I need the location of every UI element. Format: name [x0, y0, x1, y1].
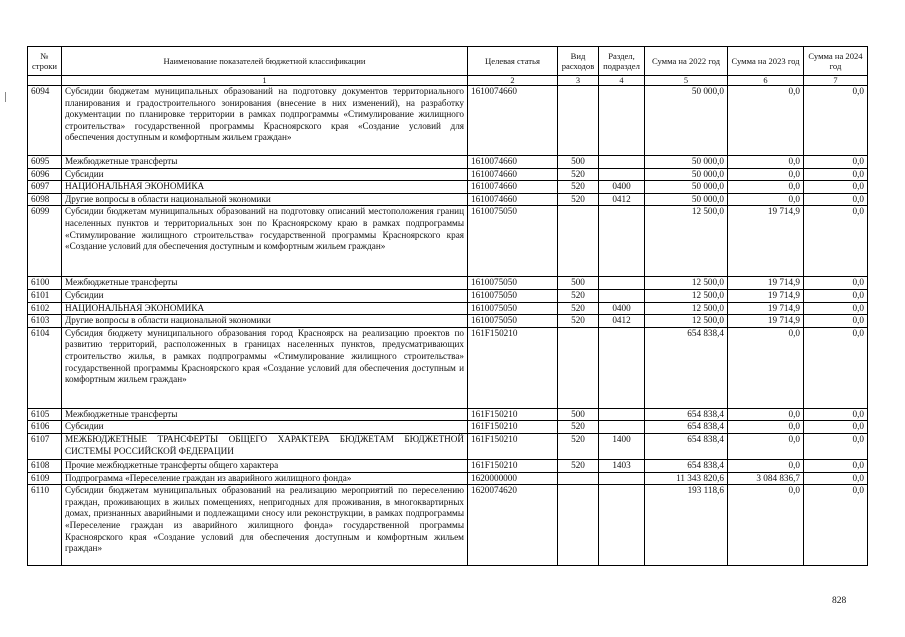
row-sum-2023: 0,0 — [728, 433, 804, 459]
row-target-code: 1610074660 — [468, 181, 558, 194]
header-row — [28, 47, 868, 76]
row-section — [599, 277, 645, 290]
row-number: 6097 — [28, 181, 62, 194]
row-number: 6100 — [28, 277, 62, 290]
row-section — [599, 485, 645, 566]
row-sum-2023: 0,0 — [728, 459, 804, 472]
row-sum-2023: 0,0 — [728, 485, 804, 566]
row-target-code: 1610074660 — [468, 156, 558, 169]
row-sum-2023: 19 714,9 — [728, 206, 804, 277]
row-target-code: 1610074660 — [468, 86, 558, 156]
row-number: 6105 — [28, 408, 62, 421]
header-type: Вид расходов — [558, 47, 599, 76]
row-sum-2023: 0,0 — [728, 168, 804, 181]
header-num: № строки — [28, 47, 62, 76]
row-expense-type: 520 — [558, 302, 599, 315]
row-sum-2024: 0,0 — [804, 193, 868, 206]
row-target-code: 1610075050 — [468, 315, 558, 328]
row-name: Межбюджетные трансферты — [62, 277, 468, 290]
row-section: 1400 — [599, 433, 645, 459]
row-number: 6107 — [28, 433, 62, 459]
row-expense-type: 520 — [558, 315, 599, 328]
row-target-code: 1610075050 — [468, 302, 558, 315]
row-sum-2022: 50 000,0 — [645, 193, 728, 206]
row-number: 6110 — [28, 485, 62, 566]
header-2024: Сумма на 2024 год — [804, 47, 868, 76]
table-row — [28, 421, 868, 434]
row-expense-type — [558, 485, 599, 566]
table-row — [28, 302, 868, 315]
row-section: 1403 — [599, 459, 645, 472]
row-sum-2023: 19 714,9 — [728, 302, 804, 315]
row-sum-2022: 654 838,4 — [645, 421, 728, 434]
row-name: Субсидии — [62, 421, 468, 434]
table-row — [28, 193, 868, 206]
header-2022: Сумма на 2022 год — [645, 47, 728, 76]
row-name: Субсидия бюджету муниципального образования город Красноярск на реализацию проектов по развитию территорий, расположенных в границах населенных пунктов, предусматривающих строительство жилья, в рамках подпрограммы «Стимулирование жилищного строительства» государственной программы Красноярского края «Создание условий для обеспечения доступным и комфортным жильем граждан» — [62, 327, 468, 408]
column-number-row — [28, 76, 868, 86]
budget-sheet — [27, 46, 867, 566]
row-sum-2023: 19 714,9 — [728, 277, 804, 290]
row-sum-2022: 11 343 820,6 — [645, 472, 728, 485]
row-section — [599, 156, 645, 169]
row-name: Другие вопросы в области национальной экономики — [62, 193, 468, 206]
row-section — [599, 206, 645, 277]
row-sum-2023: 3 084 836,7 — [728, 472, 804, 485]
row-section — [599, 289, 645, 302]
row-target-code: 1610075050 — [468, 206, 558, 277]
row-sum-2022: 654 838,4 — [645, 408, 728, 421]
row-number: 6094 — [28, 86, 62, 156]
row-sum-2022: 50 000,0 — [645, 156, 728, 169]
row-number: 6109 — [28, 472, 62, 485]
row-expense-type: 520 — [558, 193, 599, 206]
row-number: 6103 — [28, 315, 62, 328]
table-row — [28, 277, 868, 290]
row-sum-2022: 193 118,6 — [645, 485, 728, 566]
row-sum-2023: 0,0 — [728, 156, 804, 169]
row-number: 6101 — [28, 289, 62, 302]
row-section — [599, 472, 645, 485]
row-name: НАЦИОНАЛЬНАЯ ЭКОНОМИКА — [62, 302, 468, 315]
row-name: Субсидии бюджетам муниципальных образований на подготовку документов территориального планирования и градостроительного зонирования (внесение в них изменений), на разработку документации по планировке территории в рамках подпрограммы «Стимулирование жилищного строительства» государственной программы Красноярского края «Создание условий для обеспечения доступным и комфортным жильем граждан» — [62, 86, 468, 156]
row-section: 0400 — [599, 302, 645, 315]
row-section — [599, 86, 645, 156]
row-section: 0412 — [599, 315, 645, 328]
column-number: 3 — [558, 76, 599, 86]
row-target-code: 161F150210 — [468, 421, 558, 434]
row-expense-type: 500 — [558, 156, 599, 169]
header-target: Целевая статья — [468, 47, 558, 76]
row-section — [599, 327, 645, 408]
row-sum-2023: 0,0 — [728, 408, 804, 421]
row-sum-2024: 0,0 — [804, 408, 868, 421]
margin-mark — [5, 92, 6, 102]
row-sum-2022: 12 500,0 — [645, 302, 728, 315]
table-row — [28, 433, 868, 459]
row-expense-type: 520 — [558, 459, 599, 472]
row-name: Субсидии — [62, 168, 468, 181]
table-row — [28, 86, 868, 156]
row-name: Субсидии бюджетам муниципальных образований на реализацию мероприятий по переселению граждан, проживающих в жилых помещениях, непригодных для проживания, в многоквартирных домах, признанных аварийными и подлежащими сносу или реконструкции, в рамках подпрограммы «Переселение граждан из аварийного жилищного фонда» государственной программы Красноярского края «Создание условий для обеспечения доступным и комфортным жильем граждан» — [62, 485, 468, 566]
row-sum-2024: 0,0 — [804, 472, 868, 485]
row-target-code: 1610074660 — [468, 168, 558, 181]
row-sum-2023: 0,0 — [728, 86, 804, 156]
row-expense-type — [558, 206, 599, 277]
row-sum-2022: 654 838,4 — [645, 459, 728, 472]
table-row — [28, 181, 868, 194]
table-row — [28, 485, 868, 566]
row-name: Субсидии бюджетам муниципальных образований на подготовку описаний местоположения границ населенных пунктов и территориальных зон по Красноярскому краю в рамках подпрограммы «Стимулирование жилищного строительства» государственной программы Красноярского края «Создание условий для обеспечения доступным и комфортным жильем граждан» — [62, 206, 468, 277]
row-sum-2024: 0,0 — [804, 433, 868, 459]
row-section — [599, 408, 645, 421]
column-number: 6 — [728, 76, 804, 86]
page-number: 828 — [832, 596, 847, 606]
row-expense-type — [558, 472, 599, 485]
row-sum-2024: 0,0 — [804, 277, 868, 290]
row-expense-type: 520 — [558, 433, 599, 459]
column-number: 1 — [62, 76, 468, 86]
column-number: 2 — [468, 76, 558, 86]
row-target-code: 161F150210 — [468, 408, 558, 421]
row-number: 6104 — [28, 327, 62, 408]
row-name: Межбюджетные трансферты — [62, 408, 468, 421]
row-number: 6106 — [28, 421, 62, 434]
column-number-blank — [28, 76, 62, 86]
row-name: НАЦИОНАЛЬНАЯ ЭКОНОМИКА — [62, 181, 468, 194]
row-target-code: 161F150210 — [468, 327, 558, 408]
row-sum-2022: 12 500,0 — [645, 277, 728, 290]
table-row — [28, 289, 868, 302]
table-row — [28, 327, 868, 408]
budget-table — [27, 46, 868, 566]
row-sum-2024: 0,0 — [804, 315, 868, 328]
row-expense-type — [558, 86, 599, 156]
row-name: Другие вопросы в области национальной экономики — [62, 315, 468, 328]
row-sum-2023: 19 714,9 — [728, 315, 804, 328]
row-section — [599, 421, 645, 434]
row-sum-2022: 12 500,0 — [645, 315, 728, 328]
row-sum-2024: 0,0 — [804, 459, 868, 472]
header-2023: Сумма на 2023 год — [728, 47, 804, 76]
row-target-code: 1620000000 — [468, 472, 558, 485]
column-number: 4 — [599, 76, 645, 86]
row-sum-2024: 0,0 — [804, 289, 868, 302]
table-row — [28, 315, 868, 328]
row-sum-2024: 0,0 — [804, 206, 868, 277]
row-name: Подпрограмма «Переселение граждан из аварийного жилищного фонда» — [62, 472, 468, 485]
row-expense-type: 520 — [558, 168, 599, 181]
row-section: 0412 — [599, 193, 645, 206]
header-section: Раздел, подраздел — [599, 47, 645, 76]
row-target-code: 1620074620 — [468, 485, 558, 566]
column-number: 5 — [645, 76, 728, 86]
table-row — [28, 156, 868, 169]
row-name: Прочие межбюджетные трансферты общего характера — [62, 459, 468, 472]
table-row — [28, 459, 868, 472]
row-expense-type — [558, 327, 599, 408]
row-number: 6102 — [28, 302, 62, 315]
table-row — [28, 472, 868, 485]
row-number: 6096 — [28, 168, 62, 181]
row-sum-2024: 0,0 — [804, 421, 868, 434]
row-sum-2022: 654 838,4 — [645, 327, 728, 408]
row-sum-2024: 0,0 — [804, 302, 868, 315]
row-number: 6095 — [28, 156, 62, 169]
row-expense-type: 520 — [558, 289, 599, 302]
row-expense-type: 500 — [558, 408, 599, 421]
row-sum-2024: 0,0 — [804, 156, 868, 169]
row-sum-2024: 0,0 — [804, 181, 868, 194]
row-name: МЕЖБЮДЖЕТНЫЕ ТРАНСФЕРТЫ ОБЩЕГО ХАРАКТЕРА БЮДЖЕТАМ БЮДЖЕТНОЙ СИСТЕМЫ РОССИЙСКОЙ ФЕДЕРАЦИИ — [62, 433, 468, 459]
row-sum-2024: 0,0 — [804, 327, 868, 408]
row-sum-2022: 12 500,0 — [645, 206, 728, 277]
row-section: 0400 — [599, 181, 645, 194]
row-sum-2024: 0,0 — [804, 485, 868, 566]
row-sum-2024: 0,0 — [804, 86, 868, 156]
row-number: 6108 — [28, 459, 62, 472]
row-sum-2024: 0,0 — [804, 168, 868, 181]
row-expense-type: 520 — [558, 421, 599, 434]
table-row — [28, 408, 868, 421]
row-sum-2022: 654 838,4 — [645, 433, 728, 459]
table-row — [28, 206, 868, 277]
row-target-code: 1610074660 — [468, 193, 558, 206]
column-number: 7 — [804, 76, 868, 86]
row-sum-2023: 19 714,9 — [728, 289, 804, 302]
row-sum-2022: 12 500,0 — [645, 289, 728, 302]
row-sum-2022: 50 000,0 — [645, 86, 728, 156]
header-name: Наименование показателей бюджетной классификации — [62, 47, 468, 76]
row-section — [599, 168, 645, 181]
row-sum-2023: 0,0 — [728, 421, 804, 434]
row-expense-type: 520 — [558, 181, 599, 194]
row-sum-2023: 0,0 — [728, 327, 804, 408]
row-sum-2023: 0,0 — [728, 193, 804, 206]
row-expense-type: 500 — [558, 277, 599, 290]
row-number: 6099 — [28, 206, 62, 277]
row-number: 6098 — [28, 193, 62, 206]
row-sum-2023: 0,0 — [728, 181, 804, 194]
row-target-code: 1610075050 — [468, 277, 558, 290]
row-target-code: 161F150210 — [468, 433, 558, 459]
row-name: Межбюджетные трансферты — [62, 156, 468, 169]
row-sum-2022: 50 000,0 — [645, 181, 728, 194]
row-target-code: 1610075050 — [468, 289, 558, 302]
row-target-code: 161F150210 — [468, 459, 558, 472]
row-name: Субсидии — [62, 289, 468, 302]
row-sum-2022: 50 000,0 — [645, 168, 728, 181]
table-row — [28, 168, 868, 181]
